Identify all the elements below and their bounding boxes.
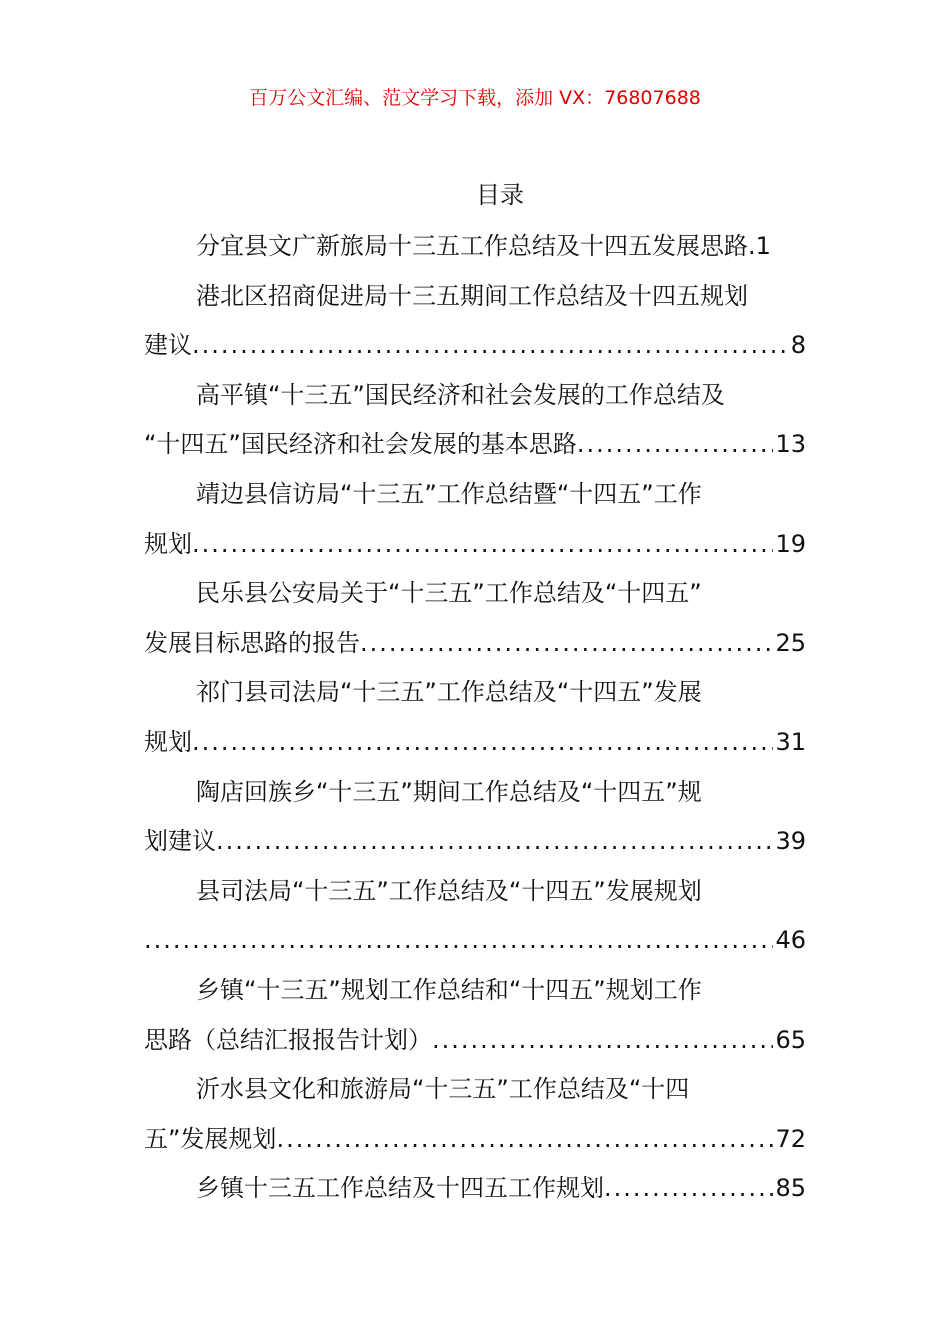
toc-entry-title: 划建议 — [144, 827, 216, 856]
toc-entry-title: 分宜县文广新旅局十三五工作总结及十四五发展思路. — [196, 232, 756, 260]
toc-entry-continuation[interactable] — [144, 718, 806, 768]
toc-entry[interactable] — [144, 768, 806, 818]
toc-entry-title: 乡镇“十三五”规划工作总结和“十四五”规划工作 — [196, 975, 702, 1004]
header-note: 百万公文汇编、范文学习下载，添加 VX：76807688 — [249, 87, 701, 109]
toc-entry-page: 85 — [775, 1174, 806, 1203]
toc-entry-title: 靖边县信访局“十三五”工作总结暨“十四五”工作 — [196, 479, 702, 508]
toc-entry-page: 19 — [775, 529, 806, 558]
toc-entry-title: “十四五”国民经济和社会发展的基本思路 — [144, 430, 577, 459]
toc-entry-title: 规划 — [144, 727, 192, 756]
toc-entry-title: 思路（总结汇报报告计划） — [144, 1025, 432, 1054]
toc-entry-page: 25 — [775, 628, 806, 657]
leader-dots — [360, 619, 773, 669]
toc-entry-page: 8 — [790, 331, 806, 360]
toc-entry[interactable] — [144, 867, 806, 917]
toc-entry[interactable] — [144, 470, 806, 520]
toc-entry-continuation[interactable] — [144, 321, 806, 371]
leader-dots — [604, 1164, 773, 1214]
leader-dots — [192, 520, 773, 570]
toc-entry[interactable] — [144, 371, 806, 421]
toc-entry-page: 31 — [775, 727, 806, 756]
toc-entry-title: 民乐县公安局关于“十三五”工作总结及“十四五” — [196, 579, 702, 608]
leader-dots — [192, 321, 789, 371]
toc-entry[interactable] — [144, 966, 806, 1016]
toc-entry-title: 陶店回族乡“十三五”期间工作总结及“十四五”规 — [196, 777, 702, 806]
toc-entry-title: 祁门县司法局“十三五”工作总结及“十四五”发展 — [196, 678, 702, 707]
toc-entry[interactable] — [144, 668, 806, 718]
toc-entry-page: 13 — [775, 430, 806, 459]
toc-entry[interactable] — [144, 1065, 806, 1115]
toc-entry-title: 高平镇“十三五”国民经济和社会发展的工作总结及 — [196, 380, 725, 409]
toc-entry-title: 港北区招商促进局十三五期间工作总结及十四五规划 — [196, 281, 748, 310]
toc-entry-page: 46 — [775, 926, 806, 955]
leader-dots — [216, 817, 773, 867]
toc-entry-title: 建议 — [144, 331, 192, 360]
table-of-contents — [144, 222, 806, 1214]
toc-entry-title: 沂水县文化和旅游局“十三五”工作总结及“十四 — [196, 1075, 690, 1104]
leader-dots — [276, 1115, 773, 1165]
toc-entry-title: 规划 — [144, 529, 192, 558]
toc-title: 目录 — [476, 181, 524, 209]
toc-entry-title: 五”发展规划 — [144, 1124, 277, 1153]
toc-entry-page: 39 — [775, 827, 806, 856]
toc-entry[interactable] — [144, 272, 806, 322]
toc-entry-page: 65 — [775, 1025, 806, 1054]
leader-dots — [192, 718, 773, 768]
toc-entry[interactable] — [144, 569, 806, 619]
leader-dots — [432, 1016, 773, 1066]
leader-dots — [577, 420, 774, 470]
toc-entry-page: 72 — [775, 1124, 806, 1153]
toc-entry[interactable] — [144, 1164, 806, 1214]
toc-entry-title: 乡镇十三五工作总结及十四五工作规划 — [196, 1174, 604, 1203]
toc-entry-continuation[interactable] — [144, 916, 806, 966]
toc-entry-page: 1 — [755, 232, 771, 260]
toc-entry-title: 发展目标思路的报告 — [144, 628, 360, 657]
toc-entry-title: 县司法局“十三五”工作总结及“十四五”发展规划 — [196, 876, 702, 905]
toc-entry[interactable] — [144, 222, 806, 272]
toc-entry-continuation[interactable] — [144, 520, 806, 570]
toc-entry-continuation[interactable] — [144, 420, 806, 470]
toc-entry-continuation[interactable] — [144, 1115, 806, 1165]
toc-entry-continuation[interactable] — [144, 1016, 806, 1066]
leader-dots — [144, 916, 773, 966]
toc-entry-continuation[interactable] — [144, 817, 806, 867]
toc-entry-continuation[interactable] — [144, 619, 806, 669]
